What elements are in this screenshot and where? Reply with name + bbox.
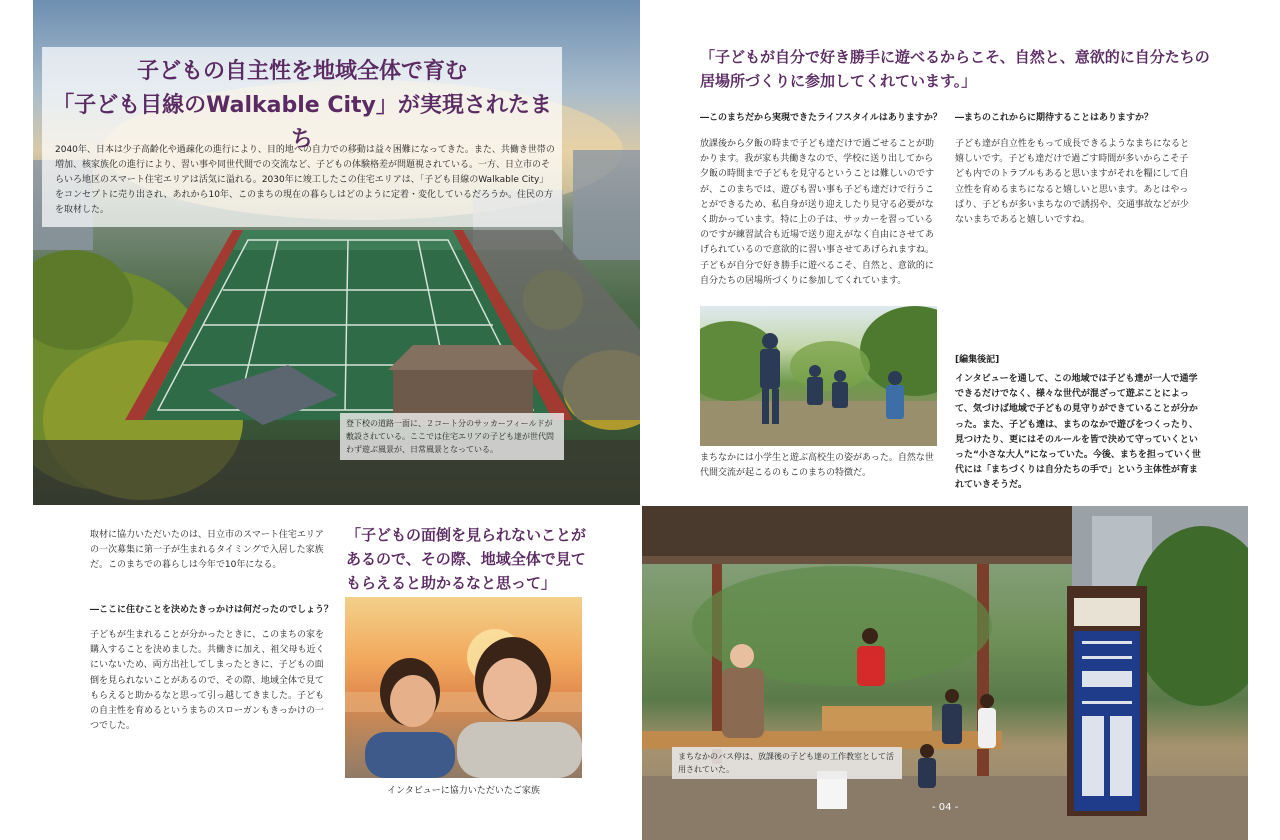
bus-stop-photo-caption: まちなかのバス停は、放課後の子ども達の工作教室として活用されていた。 [672,747,902,779]
editor-note-heading: [編集後記] [955,355,1000,365]
intro-paragraph: 取材に協力いただいたのは、日立市のスマート住宅エリアの一次募集に第一子が生まれるタイミングで入居した家族だ。このまちでの暮らしは今年で10年になる。 [90,530,324,571]
page-title-line1: 子どもの自主性を地域全体で育む [136,59,467,84]
lead-paragraph: 2040年、日本は少子高齢化や過疎化の進行により、目的地への自力での移動は益々困難になってきた。また、共働き世帯の増加、核家族化の進行により、習い事や同世代間での交流など、子どもの体験格差が問題視されている。一方、日立市のそらいろ地区のスマート住宅エリアは活気に溢れる。2030年に竣工したこの住宅エリアは、「子ども目線のWalkable City」をコンセプトに売り出され、あれから10年、このまちの現在の暮らしはどのように定着・変化しているだろうか。住民の方を取材した。 [55,145,555,215]
interview-question-reason: ―ここに住むことを決めたきっかけは何だったのでしょう？ [90,605,334,615]
kids-photo-caption: まちなかには小学生と遊ぶ高校生の姿があった。自然な世代間交流が起こるのもこのまちの特徴だ。 [700,453,934,478]
kids-playing-photo [700,306,937,446]
pull-quote-middle: 「子どもの面倒を見られないことがあるので、その際、地域全体で見てもらえると助かるなと思って」 [346,526,587,592]
interview-answer-future: 子ども達が自立性をもって成長できるようなまちになると嬉しいです。子ども達だけで過ごす時間が多いからこそ子ども内でのトラブルもあると思いますがそれを糧にして自立性を育めるまちになると嬉しいと思います。あとはやっぱり、子どもが多いまちなので誘拐や、交通事故などが少ないまちであると嬉しいですね。 [955,139,1190,226]
family-photo-caption: インタビューに協力いただいたご家族 [387,786,540,796]
page-number: - 04 - [932,802,959,813]
page-title [42,55,562,157]
hero-photo-caption: 登下校の道路一面に、２コート分のサッカーフィールドが敷設されている。ここでは住宅エリアの子ども達が世代問わず遊ぶ風景が、日常風景となっている。 [340,413,564,460]
interview-answer-lifestyle: 放課後から夕飯の時まで子ども達だけで過ごせることが助かります。我が家も共働きなので、学校に送り出してから夕飯の時間まで子どもを見守るということは難しいのですが、このまちでは、遊びも習い事も子ども達だけで行うことができるため、私自身が送り迎えしたり見守る必要がなく助かっています。特に上の子は、サッカーを習っているのですが練習試合も近場で送り迎えがなく自由にさせてあげられているので意欲的に習い事させてあげられますね。子どもが自分で好き勝手に遊べるこそ、自然と、意欲的に自分たちの居場所づくりに参加してくれています。 [700,139,935,286]
editor-note-body: インタビューを通して、この地域では子ども達が一人で通学できるだけでなく、様々な世代が混ざって遊ぶことによって、気づけば地域で子どもの見守りができていることが分かった。また、子ども達は、まちのなかで遊びをつくったり、見つけたり、更にはそのルールを皆で決めて守っていくといった“小さな大人”になっていた。今後、まちを担っていく世代には「まちづくりは自分たちの手で」という主体性が育まれていきそうだ。 [955,374,1201,491]
bus-stop-illustration [642,506,1248,840]
kids-photo-illustration [700,306,937,446]
family-photo [345,597,582,778]
interview-answer-reason: 子どもが生まれることが分かったときに、このまちの家を購入することを決めました。共働きに加え、祖父母も近くにいないため、両方出社してしまったときに、子どもの面倒を見られないことがあるので、その際、地域全体で見てもらえると助かるなと思って引っ越してきました。子どもの自主性を育めるというまちのスローガンもきっかけの一つでした。 [90,630,325,732]
pull-quote-top: 「子どもが自分で好き勝手に遊べるからこそ、自然と、意欲的に自分たちの居場所づくりに参加してくれています。」 [700,48,1210,90]
interview-question-lifestyle: ―このまちだから実現できたライフスタイルはありますか？ [700,113,942,123]
page-title-line2: 「子ども目線のWalkable City」が実現されたまち [52,93,552,152]
bus-stop-photo [642,506,1248,840]
interview-question-future: ―まちのこれからに期待することはありますか？ [955,113,1154,123]
family-photo-illustration [345,597,582,778]
